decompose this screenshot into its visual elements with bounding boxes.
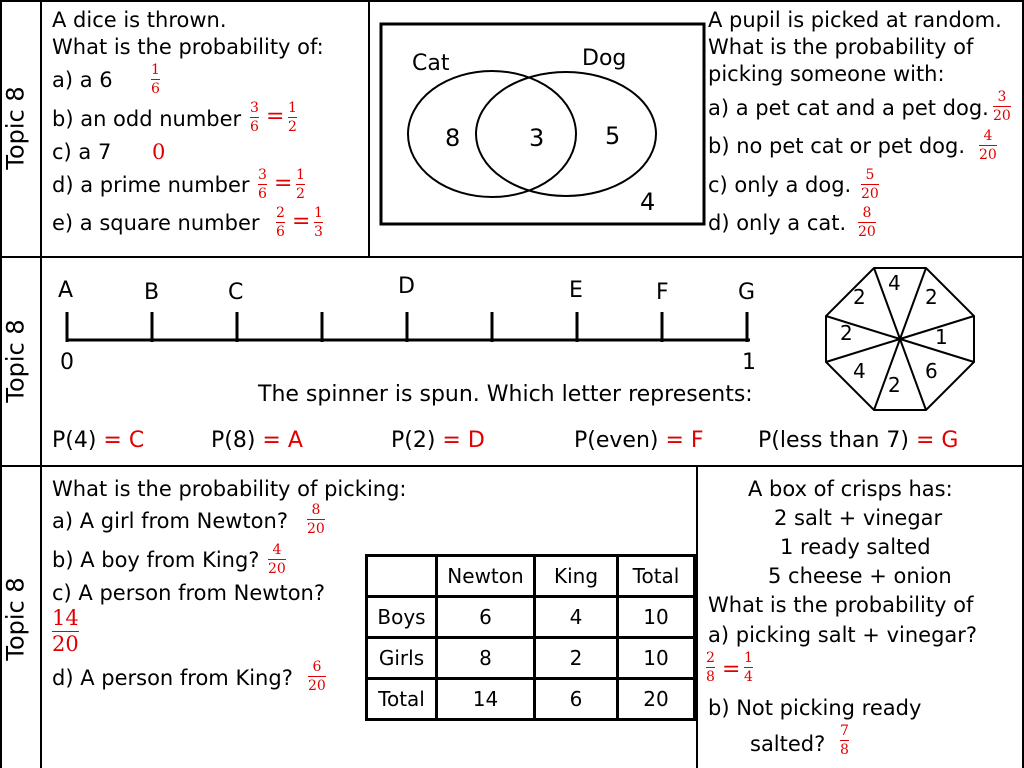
venn-value-neither: 4 <box>640 188 656 216</box>
pupil-answer-a: 3 20 <box>993 89 1011 124</box>
spinner-spoke-5 <box>900 339 926 410</box>
dice-answer-b-equals: = <box>266 104 285 129</box>
row-divider-2 <box>0 465 1024 467</box>
crisps-answer-b: 7 8 <box>840 723 849 758</box>
pupil-answer-c: 5 20 <box>861 167 879 202</box>
row1-divider <box>368 0 370 256</box>
school-answer-a: 8 20 <box>307 502 325 537</box>
table-cell: Boys <box>367 597 437 638</box>
answer-peven: P(even) = F <box>574 428 704 453</box>
school-answer-b: 4 20 <box>268 542 286 577</box>
crisps-answer-a-frac2: 1 4 <box>744 650 753 685</box>
number-line-start: 0 <box>60 350 74 375</box>
table-cell: Girls <box>367 638 437 679</box>
venn-circle-dog <box>476 72 656 196</box>
spinner-spoke-2 <box>900 268 926 339</box>
dice-intro: A dice is thrown. <box>52 8 227 32</box>
letter-c: C <box>228 280 244 305</box>
table-cell: 14 <box>437 679 535 720</box>
table-header-cell: Total <box>618 556 695 597</box>
answer-p2: P(2) = D <box>391 428 485 453</box>
spinner-sector-upper-right: 2 <box>925 285 938 309</box>
table-row <box>367 597 695 638</box>
letter-g: G <box>738 280 756 305</box>
topic-label-3: Topic 8 <box>1 577 30 661</box>
table-header-row <box>367 556 695 597</box>
crisps-line-4: 5 cheese + onion <box>768 564 952 588</box>
table-cell: 2 <box>535 638 618 679</box>
spinner-spoke-8 <box>826 316 900 339</box>
topic-label-2: Topic 8 <box>1 319 30 403</box>
table-header-cell <box>367 556 437 597</box>
spinner-sector-lower-right: 6 <box>925 359 938 383</box>
table-header-cell: Newton <box>437 556 535 597</box>
letter-e: E <box>569 278 583 303</box>
dice-answer-e-equals: = <box>292 209 311 234</box>
row-divider-1 <box>0 256 1024 258</box>
answer-pless-than-7: P(less than 7) = G <box>758 428 959 453</box>
school-part-c: c) A person from Newton? <box>52 581 325 605</box>
letter-f: F <box>656 280 669 305</box>
topic-column-divider <box>40 0 42 768</box>
school-part-a: a) A girl from Newton? <box>52 509 288 533</box>
dice-answer-d-frac1: 3 6 <box>258 167 267 202</box>
venn-value-only-cat: 8 <box>445 124 461 152</box>
pupil-part-b: b) no pet cat or pet dog. <box>708 134 966 158</box>
letter-d: D <box>398 274 415 299</box>
dice-answer-a: 1 6 <box>151 62 160 97</box>
table-cell: 6 <box>535 679 618 720</box>
crisps-part-a: a) picking salt + vinegar? <box>708 623 978 647</box>
topic-label-1: Topic 8 <box>1 86 30 170</box>
table-cell: 10 <box>618 597 695 638</box>
pupil-answer-d: 8 20 <box>858 205 876 240</box>
answer-p4: P(4) = C <box>52 428 145 453</box>
table-cell: 4 <box>535 597 618 638</box>
dice-part-e: e) a square number <box>52 211 260 235</box>
crisps-line-3: 1 ready salted <box>780 535 931 559</box>
table-cell: 20 <box>618 679 695 720</box>
dice-answer-e-frac1: 2 6 <box>276 205 285 240</box>
dice-answer-b-frac1: 3 6 <box>250 100 259 135</box>
crisps-answer-a-frac1: 2 8 <box>706 650 715 685</box>
pupil-part-c: c) only a dog. <box>708 173 852 197</box>
dice-part-a: a) a 6 <box>52 68 113 92</box>
dice-answer-e-frac2: 1 3 <box>314 205 323 240</box>
school-part-d: d) A person from King? <box>52 666 293 690</box>
crisps-part-b-line2: salted? <box>750 732 826 756</box>
table-cell: 10 <box>618 638 695 679</box>
table-header-cell: King <box>535 556 618 597</box>
pupil-line-3: picking someone with: <box>708 62 945 86</box>
dice-part-b: b) an odd number <box>52 107 242 131</box>
outer-top-border <box>0 0 1024 2</box>
letter-a: A <box>58 278 74 303</box>
table-row <box>367 638 695 679</box>
row3-divider <box>696 465 698 768</box>
number-line <box>60 300 760 350</box>
venn-label-cat: Cat <box>412 51 450 76</box>
pupil-line-2: What is the probability of <box>708 35 974 59</box>
school-answer-c: 14 20 <box>52 606 79 656</box>
venn-circle-cat <box>408 71 576 197</box>
crisps-part-b-line1: b) Not picking ready <box>708 696 922 720</box>
spinner-question: The spinner is spun. Which letter represents: <box>258 382 753 407</box>
pupil-line-1: A pupil is picked at random. <box>708 8 1002 32</box>
venn-value-only-dog: 5 <box>605 122 621 150</box>
pupil-answer-b: 4 20 <box>979 128 997 163</box>
table-row <box>367 679 695 720</box>
letter-b: B <box>144 280 160 305</box>
table-cell: 6 <box>437 597 535 638</box>
dice-answer-d-frac2: 1 2 <box>296 167 305 202</box>
pupil-part-a: a) a pet cat and a pet dog. <box>708 96 989 120</box>
dice-part-d: d) a prime number <box>52 173 250 197</box>
pupil-part-d: d) only a cat. <box>708 211 847 235</box>
dice-question: What is the probability of: <box>52 35 324 59</box>
dice-answer-c: 0 <box>152 140 166 164</box>
table-cell: Total <box>367 679 437 720</box>
spinner-sector-right: 1 <box>935 325 948 349</box>
school-question: What is the probability of picking: <box>52 477 407 501</box>
spinner-sector-upper-left: 2 <box>853 285 866 309</box>
dice-answer-b-frac2: 1 2 <box>288 100 297 135</box>
venn-value-both: 3 <box>529 124 545 152</box>
crisps-line-1: A box of crisps has: <box>748 477 953 501</box>
two-way-table <box>365 554 696 721</box>
number-line-end: 1 <box>742 350 756 375</box>
crisps-line-2: 2 salt + vinegar <box>774 506 943 530</box>
dice-part-c: c) a 7 <box>52 140 112 164</box>
spinner-sector-lower-left: 4 <box>853 359 866 383</box>
spinner-sector-top: 4 <box>888 271 901 295</box>
crisps-answer-a-equals: = <box>722 657 741 682</box>
school-part-b: b) A boy from King? <box>52 548 260 572</box>
answer-p8: P(8) = A <box>211 428 303 453</box>
spinner-sector-bottom: 2 <box>888 373 901 397</box>
table-cell: 8 <box>437 638 535 679</box>
spinner-sector-left: 2 <box>840 321 853 345</box>
crisps-line-5: What is the probability of <box>708 593 974 617</box>
venn-label-dog: Dog <box>582 46 627 71</box>
dice-answer-d-equals: = <box>274 171 293 196</box>
school-answer-d: 6 20 <box>308 659 326 694</box>
